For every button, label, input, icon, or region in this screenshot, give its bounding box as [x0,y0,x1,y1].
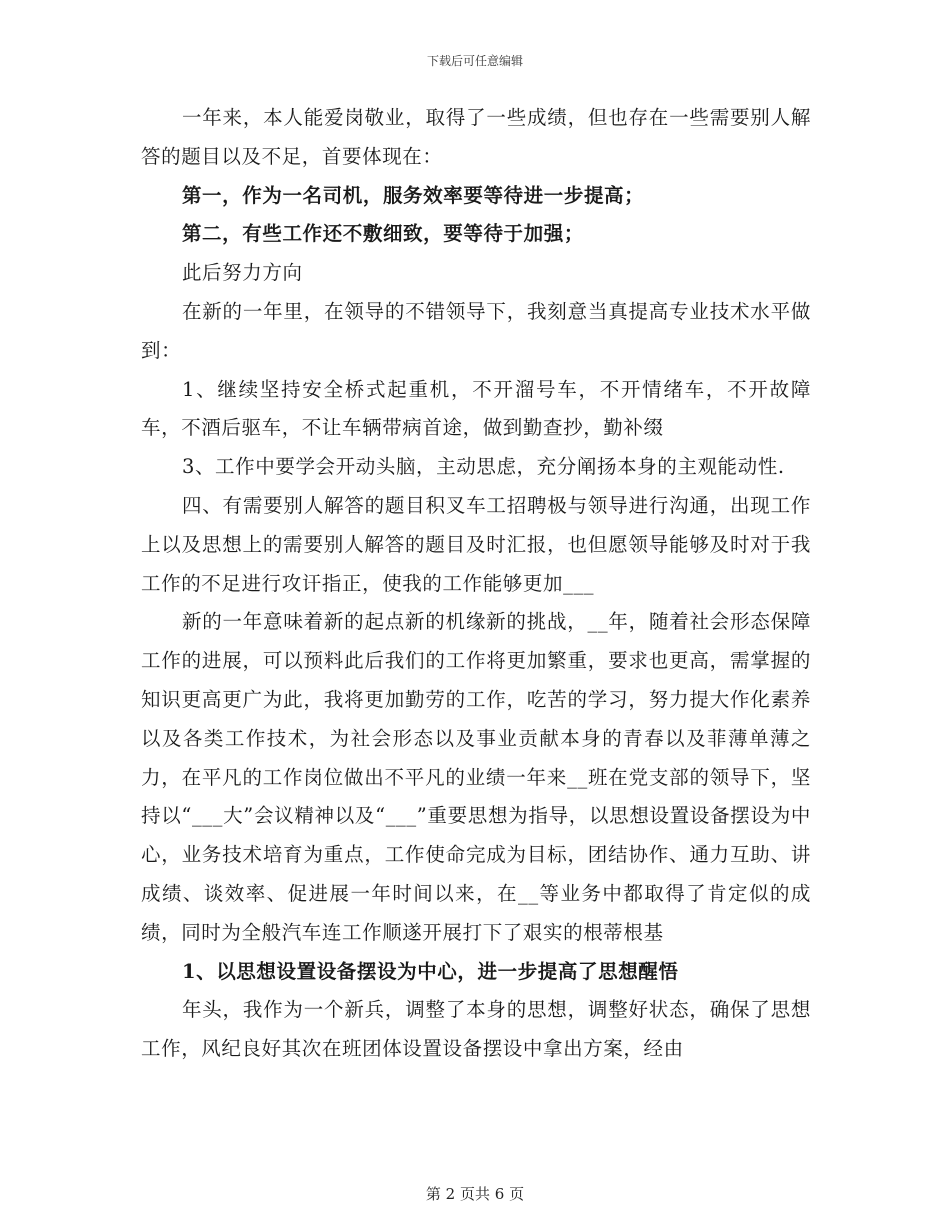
document-body [141,99,811,1069]
paragraph: 3、工作中要学会开动头脑，主动思虑，充分阐扬本身的主观能动性. [181,455,785,479]
page-footer: 第 2 页共 6 页 [425,1185,525,1203]
bold-paragraph: 第二，有些工作还不敷细致，要等待于加强； [181,222,584,246]
paragraph: 四、有需要别人解答的题目积叉车工招聘极与领导进行沟通，出现工作上以及思想上的需要别人解答的题目及时汇报，也但愿领导能够及时对于我工作的不足进行攻讦指正，使我的工作能够更加___ [141,493,811,595]
bold-paragraph: 第一，作为一名司机，服务效率要等待进一步提高； [181,183,645,207]
bold-paragraph: 1、以思想设置设备摆设为中心，进一步提高了思想醒悟 [181,959,679,983]
paragraph: 新的一年意味着新的起点新的机缘新的挑战，__年，随着社会形态保障工作的进展，可以预料此后我们的工作将更加繁重，要求也更高，需掌握的知识更高更广为此，我将更加勤劳的工作，吃苦的学习，努力提大作化素养以及各类工作技术，为社会形态以及事业贡献本身的青春以及菲薄单薄之力，在平凡的工作岗位做出不平凡的业绩一年来__班在党支部的领导下，坚持以“___大”会议精神以及“___”重要思想为指导，以思想设置设备摆设为中心，业务技术培育为重点，工作使命完成为目标，团结协作、通力互助、讲成绩、谈效率、促进展一年时间以来，在__等业务中都取得了肯定似的成绩，同时为全般汽车连工作顺遂开展打下了艰实的根蒂根基 [141,610,811,944]
page-header: 下载后可任意编辑 [426,54,523,68]
paragraph: 年头，我作为一个新兵，调整了本身的思想，调整好状态，确保了思想工作，风纪良好其次在班团体设置设备摆设中拿出方案，经由 [141,998,811,1061]
paragraph: 1、继续坚持安全桥式起重机，不开溜号车，不开情绪车，不开故障车，不酒后驱车，不让车辆带病首途，做到勤查抄，勤补缀 [141,377,811,440]
paragraph: 在新的一年里，在领导的不错领导下，我刻意当真提高专业技术水平做到： [141,299,811,362]
section-heading: 此后努力方向 [181,261,303,285]
paragraph: 一年来，本人能爱岗敬业，取得了一些成绩，但也存在一些需要别人解答的题目以及不足，首要体现在： [141,106,811,168]
